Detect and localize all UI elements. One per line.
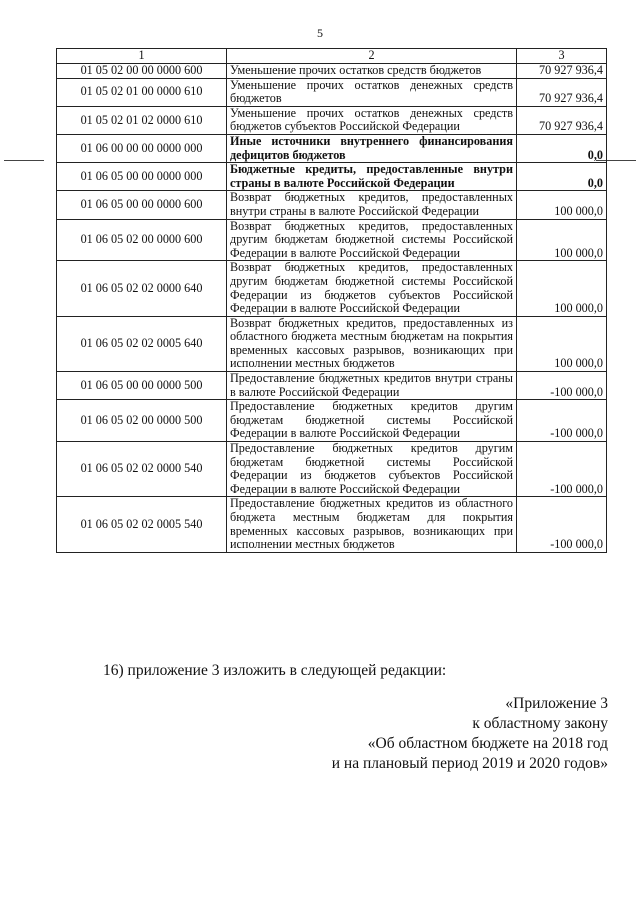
budget-code-cell: 01 06 05 00 00 0000 500	[57, 372, 227, 400]
item-name-cell: Иные источники внутреннего финансирования дефицитов бюджетов	[227, 134, 517, 162]
budget-code-cell: 01 06 05 00 00 0000 000	[57, 163, 227, 191]
budget-code-cell: 01 06 05 02 02 0000 640	[57, 261, 227, 316]
amount-cell: 100 000,0	[517, 316, 607, 371]
item-name-cell: Предоставление бюджетных кредитов из областного бюджета местным бюджетам для покрытия временных кассовых разрывов, возникающих при исполнении местных бюджетов	[227, 497, 517, 552]
item-name-cell: Бюджетные кредиты, предоставленные внутри страны в валюте Российской Федерации	[227, 163, 517, 191]
appendix-header	[332, 694, 608, 774]
column-header-name: 2	[227, 49, 517, 64]
appendix-line: «Приложение 3	[505, 695, 608, 712]
table-row	[57, 497, 607, 552]
item-name-cell: Предоставление бюджетных кредитов другим бюджетам бюджетной системы Российской Федерации из бюджетов субъектов Российской Федерации в валюте Российской Федерации	[227, 442, 517, 497]
budget-code-cell: 01 06 05 02 02 0000 540	[57, 442, 227, 497]
amount-cell: 70 927 936,4	[517, 78, 607, 106]
budget-code-cell: 01 06 05 02 00 0000 600	[57, 219, 227, 261]
amount-cell: 100 000,0	[517, 191, 607, 219]
table-row	[57, 78, 607, 106]
table-row	[57, 191, 607, 219]
table-row	[57, 316, 607, 371]
amount-cell: 100 000,0	[517, 219, 607, 261]
item-name-cell: Возврат бюджетных кредитов, предоставленных из областного бюджета местным бюджетам на покрытия временных кассовых разрывов, возникающих при исполнении местных бюджетов	[227, 316, 517, 371]
budget-code-cell: 01 06 05 02 02 0005 640	[57, 316, 227, 371]
scan-artifact-line	[4, 160, 44, 161]
table-row	[57, 163, 607, 191]
table-row	[57, 442, 607, 497]
amount-cell: 0,0	[517, 163, 607, 191]
amendment-instruction: 16) приложение 3 изложить в следующей редакции:	[103, 662, 447, 679]
table-row	[57, 261, 607, 316]
item-name-cell: Возврат бюджетных кредитов, предоставленных другим бюджетам бюджетной системы Российской Федерации в валюте Российской Федерации	[227, 219, 517, 261]
budget-code-cell: 01 05 02 01 00 0000 610	[57, 78, 227, 106]
item-name-cell: Возврат бюджетных кредитов, предоставленных внутри страны в валюте Российской Федерации	[227, 191, 517, 219]
appendix-line: и на плановый период 2019 и 2020 годов»	[331, 755, 608, 772]
amount-cell: 100 000,0	[517, 261, 607, 316]
table-row	[57, 134, 607, 162]
amount-cell: -100 000,0	[517, 400, 607, 442]
column-header-code: 1	[57, 49, 227, 64]
budget-code-cell: 01 06 05 00 00 0000 600	[57, 191, 227, 219]
appendix-line: «Об областном бюджете на 2018 год	[367, 735, 608, 752]
item-name-cell: Уменьшение прочих остатков денежных средств бюджетов	[227, 78, 517, 106]
page-number: 5	[317, 26, 323, 40]
budget-code-cell: 01 05 02 00 00 0000 600	[57, 64, 227, 79]
item-name-cell: Возврат бюджетных кредитов, предоставленных другим бюджетам бюджетной системы Российской Федерации из бюджетов субъектов Российской Федерации в валюте Российской Федерации	[227, 261, 517, 316]
budget-code-cell: 01 06 05 02 02 0005 540	[57, 497, 227, 552]
item-name-cell: Уменьшение прочих остатков денежных средств бюджетов субъектов Российской Федерации	[227, 106, 517, 134]
amount-cell: 70 927 936,4	[517, 64, 607, 79]
budget-sources-table	[56, 48, 607, 553]
table-row	[57, 64, 607, 79]
table-row	[57, 106, 607, 134]
item-name-cell: Предоставление бюджетных кредитов другим бюджетам бюджетной системы Российской Федерации в валюте Российской Федерации	[227, 400, 517, 442]
amount-cell: -100 000,0	[517, 372, 607, 400]
table-body	[57, 64, 607, 553]
item-name-cell: Предоставление бюджетных кредитов внутри страны в валюте Российской Федерации	[227, 372, 517, 400]
item-name-cell: Уменьшение прочих остатков средств бюджетов	[227, 64, 517, 79]
amount-cell: -100 000,0	[517, 497, 607, 552]
budget-code-cell: 01 06 00 00 00 0000 000	[57, 134, 227, 162]
table-row	[57, 400, 607, 442]
amount-cell: -100 000,0	[517, 442, 607, 497]
table-header-row	[57, 49, 607, 64]
appendix-line: к областному закону	[472, 715, 608, 732]
budget-code-cell: 01 06 05 02 00 0000 500	[57, 400, 227, 442]
amount-cell: 70 927 936,4	[517, 106, 607, 134]
column-header-amount: 3	[517, 49, 607, 64]
table-row	[57, 219, 607, 261]
amount-cell: 0,0	[517, 134, 607, 162]
budget-code-cell: 01 05 02 01 02 0000 610	[57, 106, 227, 134]
table-row	[57, 372, 607, 400]
